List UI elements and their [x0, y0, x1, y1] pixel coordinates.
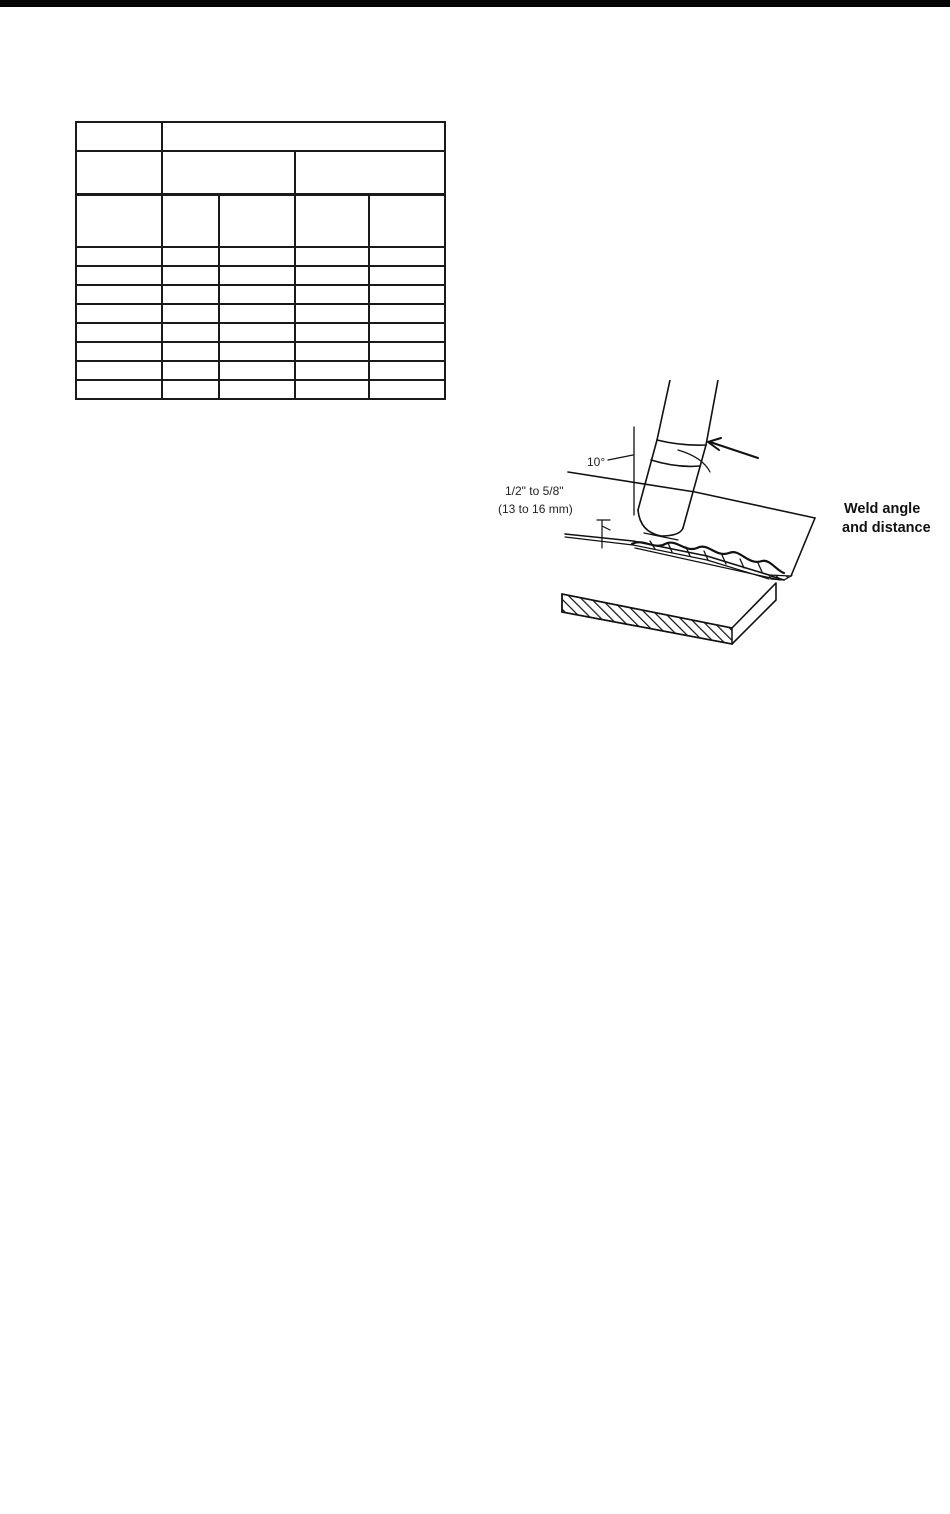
table-cell [219, 247, 295, 266]
table-row [76, 304, 445, 323]
page-top-rule [0, 0, 950, 7]
lower-plate-hatched-section [562, 594, 732, 644]
table-row [76, 247, 445, 266]
table-cell [162, 285, 219, 304]
table-cell [76, 342, 162, 361]
torch-left-edge [638, 380, 670, 510]
table-cell [219, 342, 295, 361]
table-cell [162, 361, 219, 380]
table-cell [76, 266, 162, 285]
table-cell [295, 247, 369, 266]
figure-caption-line2: and distance [842, 520, 931, 536]
distance-label-line2: (13 to 16 mm) [498, 502, 573, 516]
angle-arc [678, 450, 710, 472]
table-cell [219, 323, 295, 342]
upper-plate-hatched-section [769, 575, 791, 580]
table-row [76, 342, 445, 361]
table-cell [369, 380, 445, 399]
table-cell [219, 380, 295, 399]
torch-collar-bottom [651, 460, 700, 466]
table-row [76, 380, 445, 399]
table-row [76, 266, 445, 285]
table-header-cell [76, 194, 162, 247]
table-cell [369, 342, 445, 361]
table-cell [369, 323, 445, 342]
distance-label-line1: 1/2" to 5/8" [505, 484, 564, 498]
table-header-cell [162, 194, 219, 247]
table-cell [295, 342, 369, 361]
table-cell [162, 323, 219, 342]
upper-plate-right-edge [771, 518, 815, 580]
table-cell [162, 266, 219, 285]
torch-nozzle-tip [638, 510, 683, 536]
weld-angle-figure [498, 380, 950, 660]
table-cell [369, 266, 445, 285]
table-cell [295, 323, 369, 342]
table-cell [76, 380, 162, 399]
table-header-cell [219, 194, 295, 247]
table-header-row [76, 151, 445, 194]
table-header-row [76, 194, 445, 247]
table-cell [162, 247, 219, 266]
table-cell [369, 361, 445, 380]
table-cell [76, 361, 162, 380]
table-row [76, 285, 445, 304]
table-cell [219, 285, 295, 304]
distance-leader-line [602, 526, 610, 530]
table-row [76, 323, 445, 342]
table-cell [295, 266, 369, 285]
distance-dimension-line [597, 520, 610, 548]
table-row [76, 361, 445, 380]
table-cell [369, 285, 445, 304]
table-cell [76, 323, 162, 342]
angle-leader-line [608, 455, 633, 460]
table-cell [295, 304, 369, 323]
table-cell [162, 342, 219, 361]
table-cell [219, 304, 295, 323]
torch-collar-top [657, 440, 706, 445]
angle-label: 10° [587, 455, 606, 469]
settings-table [75, 121, 446, 400]
table-header-cell [295, 194, 369, 247]
table-cell [369, 247, 445, 266]
table-cell [162, 304, 219, 323]
table-header-cell [162, 122, 445, 151]
table-header-cell [369, 194, 445, 247]
table-cell [219, 266, 295, 285]
table-header-cell [76, 151, 162, 194]
lower-plate-end [732, 583, 776, 644]
table-cell [295, 361, 369, 380]
travel-direction-arrow-shaft [710, 442, 758, 458]
table-cell [76, 247, 162, 266]
weld-bead [632, 542, 784, 573]
table-header-row [76, 122, 445, 151]
table-cell [76, 304, 162, 323]
table-cell [295, 380, 369, 399]
table-header-cell [295, 151, 445, 194]
table-cell [369, 304, 445, 323]
table-cell [162, 380, 219, 399]
table-cell [219, 361, 295, 380]
weld-arc-line [644, 533, 678, 540]
table-header-cell [76, 122, 162, 151]
table-cell [295, 285, 369, 304]
table-cell [76, 285, 162, 304]
figure-caption-line1: Weld angle [844, 501, 921, 517]
table-header-cell [162, 151, 295, 194]
